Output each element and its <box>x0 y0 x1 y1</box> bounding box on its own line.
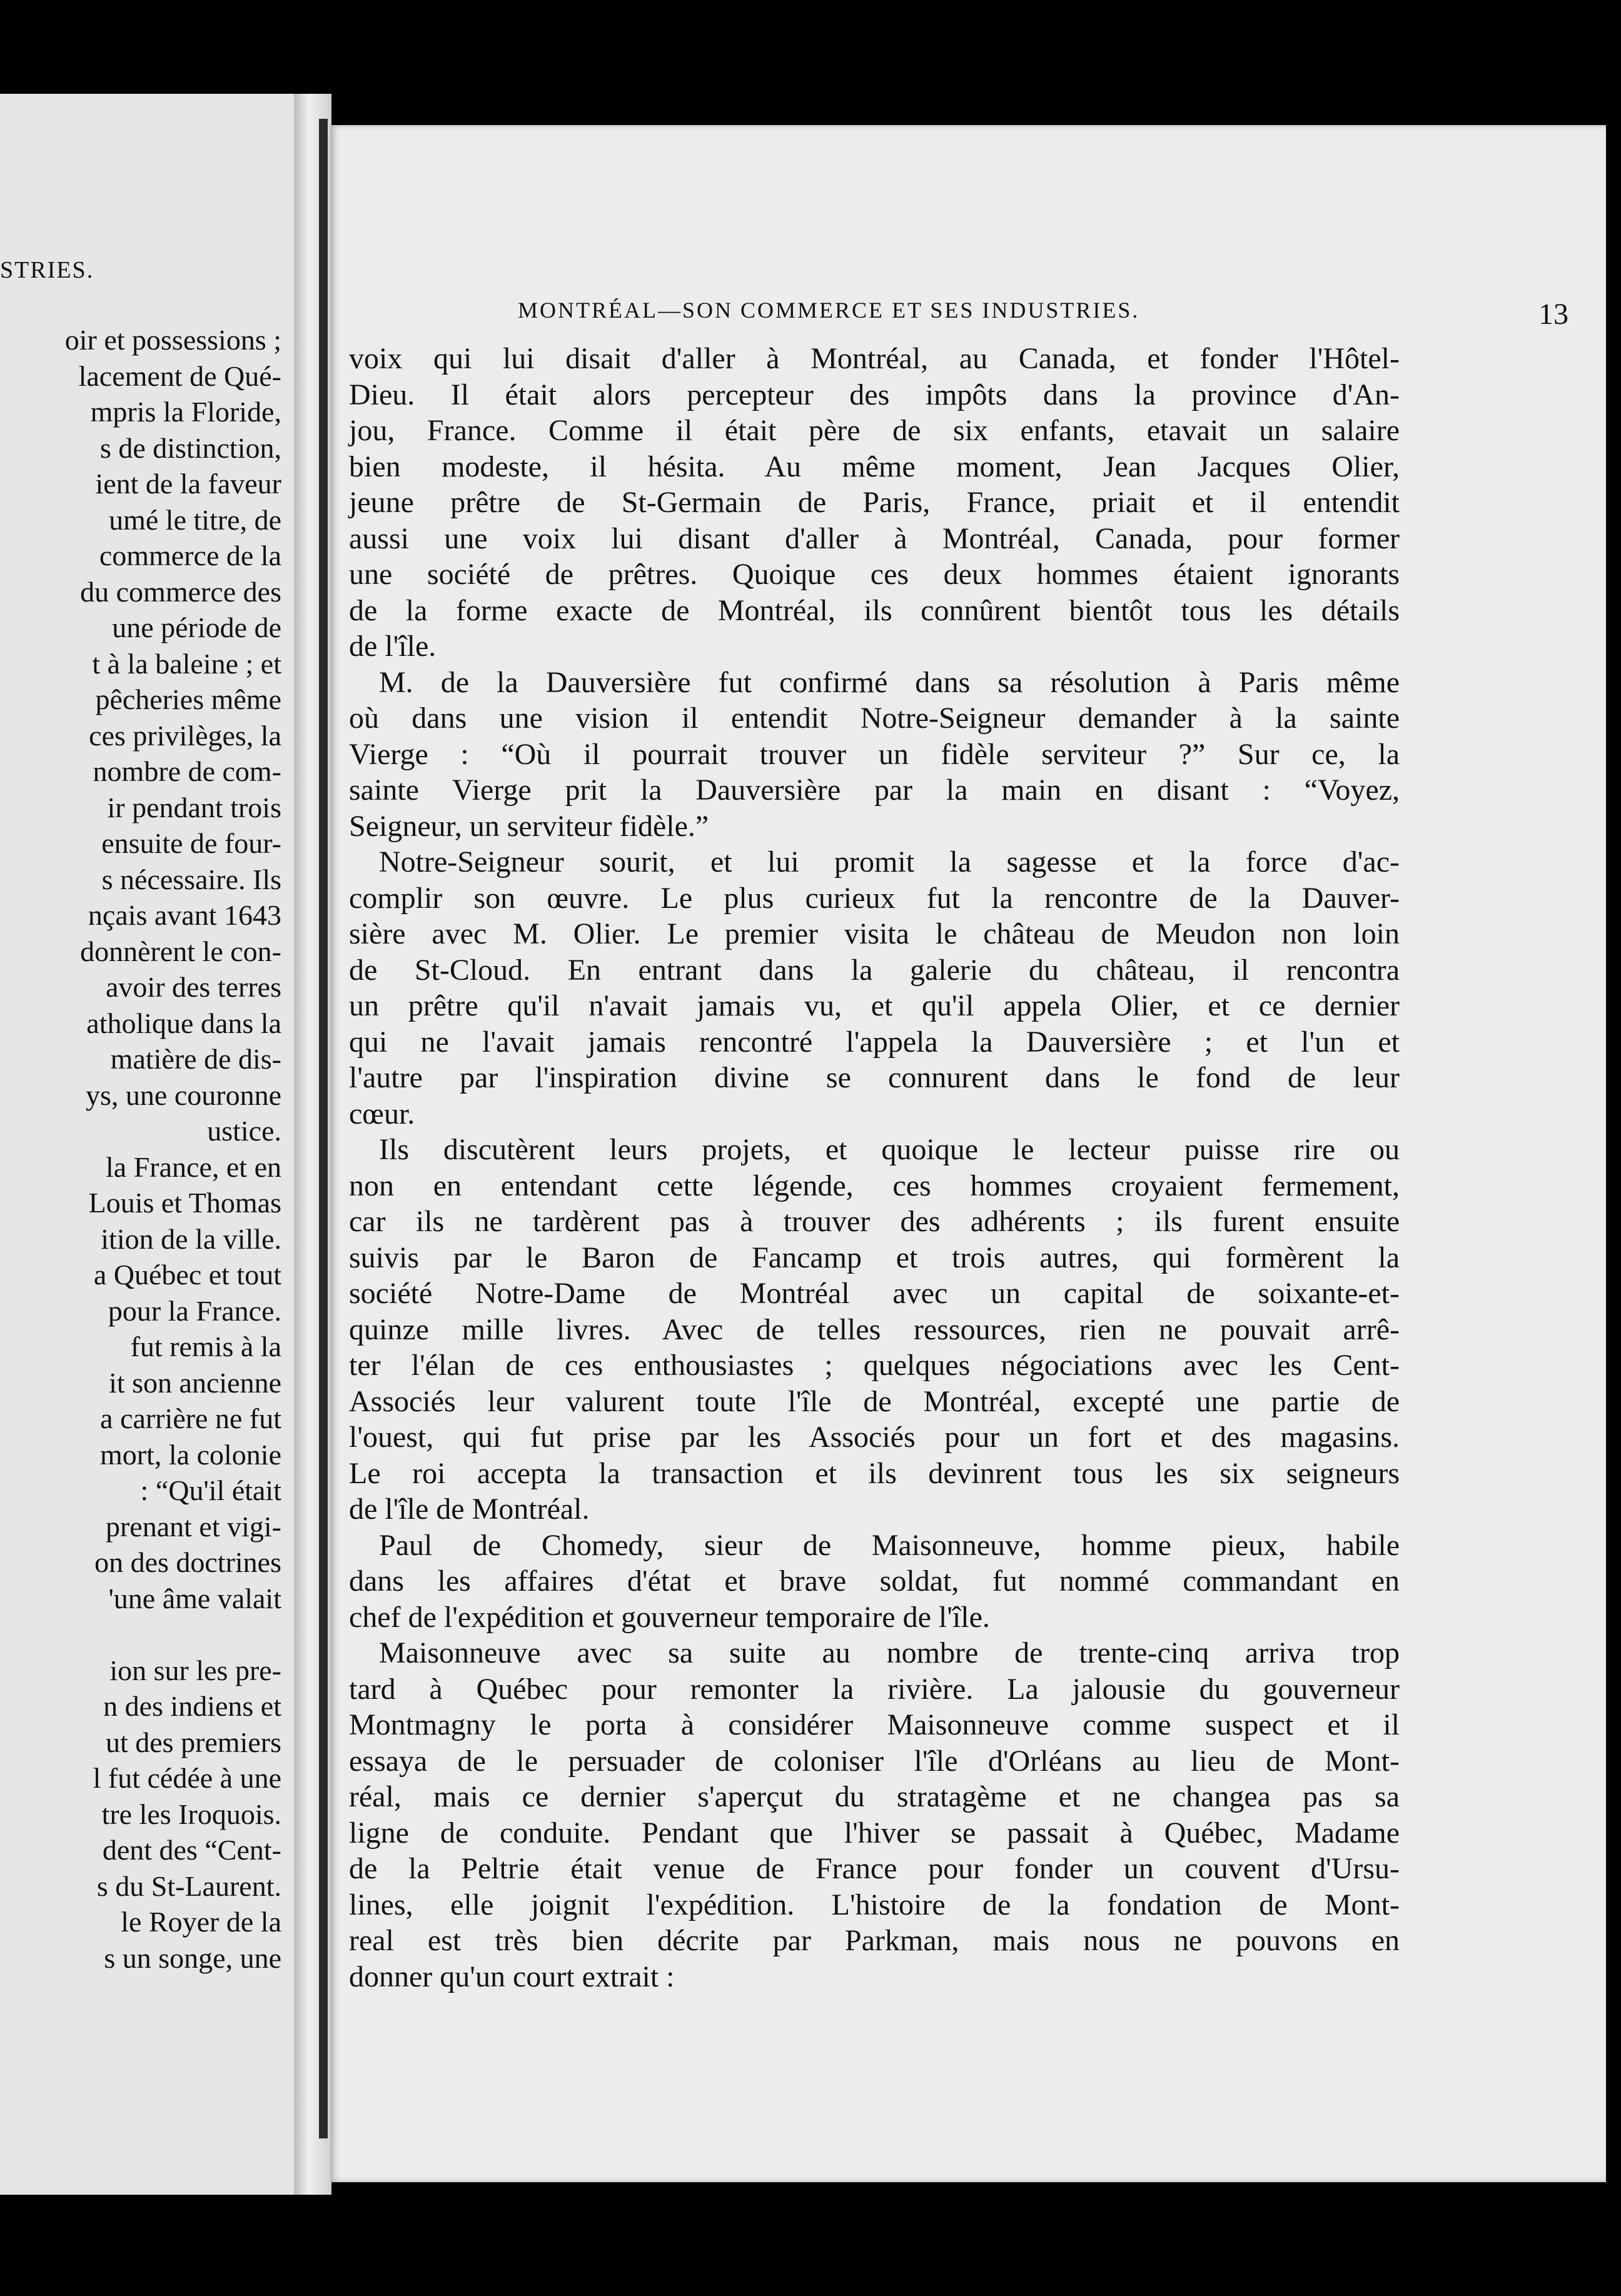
previous-page-line: ustice. <box>207 1115 281 1147</box>
text-line: Vierge : “Où il pourrait trouver un fidèle serviteur ?” Sur ce, la <box>349 737 1400 771</box>
previous-page-line: : “Qu'il était <box>140 1474 281 1506</box>
text-line: Notre-Seigneur sourit, et lui promit la sagesse et la force d'ac- <box>379 845 1400 879</box>
text-line: real est très bien décrite par Parkman, mais nous ne pouvons en <box>349 1924 1400 1957</box>
text-line: Seigneur, un serviteur fidèle.” <box>349 809 709 843</box>
running-head: MONTRÉAL—SON COMMERCE ET SES INDUSTRIES. <box>518 298 1140 323</box>
previous-page-line: matière de dis- <box>110 1043 281 1075</box>
previous-page-line: nombre de com- <box>93 755 281 787</box>
previous-page-line: mort, la colonie <box>100 1438 281 1471</box>
text-line: Paul de Chomedy, sieur de Maisonneuve, homme pieux, habile <box>379 1528 1400 1562</box>
text-line: voix qui lui disait d'aller à Montréal, au Canada, et fonder l'Hôtel- <box>349 342 1400 375</box>
previous-page-line <box>65 1616 281 1653</box>
text-line: une société de prêtres. Quoique ces deux hommes étaient ignorants <box>349 558 1400 591</box>
text-line: jou, France. Comme il était père de six enfants, etavait un salaire <box>349 414 1400 447</box>
binding-shadow <box>319 119 328 2138</box>
previous-page-line: s de distinction, <box>99 431 281 464</box>
previous-page-line: pour la France. <box>108 1294 281 1327</box>
text-line: Dieu. Il était alors percepteur des impôts dans la province d'An- <box>349 378 1400 411</box>
text-line: essaya de le persuader de coloniser l'île d'Orléans au lieu de Mont- <box>349 1744 1400 1778</box>
previous-page-line: fut remis à la <box>130 1331 281 1362</box>
text-line: suivis par le Baron de Fancamp et trois autres, qui formèrent la <box>349 1241 1400 1274</box>
previous-page-line: commerce de la <box>99 540 281 571</box>
previous-page-line: prenant et vigi- <box>105 1510 281 1543</box>
previous-page-line: du commerce des <box>80 575 281 608</box>
previous-page-line: ion sur les pre- <box>109 1654 281 1686</box>
text-line: l'autre par l'inspiration divine se connurent dans le fond de leur <box>349 1061 1400 1094</box>
text-line: cœur. <box>349 1097 415 1130</box>
previous-page-line: mpris la Floride, <box>90 396 281 428</box>
text-line: de l'île. <box>349 630 437 663</box>
text-line: sainte Vierge prit la Dauversière par la main en disant : “Voyez, <box>349 773 1400 807</box>
previous-page-line: lacement de Qué- <box>78 360 281 392</box>
text-line: ter l'élan de ces enthousiastes ; quelques négociations avec les Cent- <box>349 1349 1400 1382</box>
text-line: où dans une vision il entendit Notre-Seigneur demander à la sainte <box>349 702 1400 735</box>
previous-page-running-head: STRIES. <box>0 257 94 283</box>
previous-page-line: ition de la ville. <box>101 1222 281 1255</box>
text-line: réal, mais ce dernier s'aperçut du stratagème et ne changea pas sa <box>349 1780 1400 1813</box>
text-line: un prêtre qu'il n'avait jamais vu, et qu'il appela Olier, et ce dernier <box>349 989 1400 1022</box>
page-number: 13 <box>1538 298 1568 331</box>
text-line: bien modeste, il hésita. Au même moment, Jean Jacques Olier, <box>349 450 1400 483</box>
previous-page-line: n des indiens et <box>103 1690 281 1722</box>
text-line: l'ouest, qui fut prise par les Associés pour un fort et des magasins. <box>349 1421 1400 1454</box>
text-line: quinze mille livres. Avec de telles ressources, rien ne pouvait arrê- <box>349 1312 1400 1346</box>
text-line: M. de la Dauversière fut confirmé dans sa résolution à Paris même <box>379 665 1400 699</box>
previous-page-line: s nécessaire. Ils <box>101 863 281 895</box>
previous-page-line: 'une âme valait <box>108 1582 281 1614</box>
text-line: ligne de conduite. Pendant que l'hiver se passait à Québec, Madame <box>349 1816 1400 1850</box>
previous-page-line: l fut cédée à une <box>93 1762 281 1794</box>
text-line: sière avec M. Olier. Le premier visita le château de Meudon non loin <box>349 917 1400 950</box>
text-line: de la forme exacte de Montréal, ils connûrent bientôt tous les détails <box>349 593 1400 627</box>
previous-page-line: Louis et Thomas <box>88 1187 281 1219</box>
previous-page-line: donnèrent le con- <box>80 935 281 967</box>
previous-page-line: a Québec et tout <box>93 1259 281 1291</box>
text-line: donner qu'un court extrait : <box>349 1960 675 1993</box>
previous-page-line: s un songe, une <box>104 1941 281 1974</box>
previous-page <box>0 94 313 2195</box>
text-line: de St-Cloud. En entrant dans la galerie du château, il rencontra <box>349 953 1400 987</box>
text-line: tard à Québec pour remonter la rivière. La jalousie du gouverneur <box>349 1672 1400 1706</box>
previous-page-line: atholique dans la <box>86 1007 281 1039</box>
page-13 <box>330 125 1606 2182</box>
previous-page-line: tre les Iroquois. <box>101 1798 281 1830</box>
text-line: qui ne l'avait jamais rencontré l'appela la Dauversière ; et l'un et <box>349 1025 1400 1059</box>
page-body-text <box>349 341 1400 1995</box>
previous-page-line: ient de la faveur <box>95 468 281 500</box>
previous-page-line: nçais avant 1643 <box>88 899 281 931</box>
previous-page-line: avoir des terres <box>106 971 281 1003</box>
previous-page-line: ys, une couronne <box>86 1079 281 1111</box>
previous-page-line: umé le titre, de <box>109 503 281 536</box>
previous-page-line: oir et possessions ; <box>64 324 281 356</box>
text-line: Ils discutèrent leurs projets, et quoique le lecteur puisse rire ou <box>379 1133 1400 1166</box>
text-line: dans les affaires d'état et brave soldat, fut nommé commandant en <box>349 1564 1400 1598</box>
previous-page-line: dent des “Cent- <box>102 1834 281 1866</box>
previous-page-line: pêcheries même <box>95 683 281 715</box>
text-line: Montmagny le porta à considérer Maisonneuve comme suspect et il <box>349 1708 1400 1741</box>
previous-page-line: ces privilèges, la <box>89 719 281 752</box>
text-line: Associés leur valurent toute l'île de Montréal, excepté une partie de <box>349 1384 1400 1418</box>
previous-page-line: ut des premiers <box>105 1726 281 1758</box>
text-line: société Notre-Dame de Montréal avec un capital de soixante-et- <box>349 1277 1400 1310</box>
text-line: chef de l'expédition et gouverneur temporaire de l'île. <box>349 1600 990 1634</box>
previous-page-line: t à la baleine ; et <box>92 647 281 680</box>
previous-page-line: une période de <box>112 612 281 643</box>
text-line: complir son œuvre. Le plus curieux fut la rencontre de la Dauver- <box>349 881 1400 915</box>
text-line: lines, elle joignit l'expédition. L'histoire de la fondation de Mont- <box>349 1888 1400 1921</box>
text-line: car ils ne tardèrent pas à trouver des adhérents ; ils furent ensuite <box>349 1205 1400 1238</box>
previous-page-line: a carrière ne fut <box>100 1402 281 1434</box>
text-line: Le roi accepta la transaction et ils devinrent tous les six seigneurs <box>349 1456 1400 1490</box>
text-line: aussi une voix lui disant d'aller à Montréal, Canada, pour former <box>349 521 1400 555</box>
previous-page-line: s du St-Laurent. <box>96 1870 281 1902</box>
text-line: de la Peltrie était venue de France pour fonder un couvent d'Ursu- <box>349 1852 1400 1885</box>
previous-page-line: on des doctrines <box>94 1546 281 1578</box>
previous-page-line: ensuite de four- <box>101 827 281 859</box>
previous-page-line: ir pendant trois <box>107 791 281 823</box>
text-line: de l'île de Montréal. <box>349 1493 590 1526</box>
previous-page-line: it son ancienne <box>109 1366 281 1399</box>
text-line: jeune prêtre de St-Germain de Paris, France, priait et il entendit <box>349 486 1400 519</box>
text-line: non en entendant cette légende, ces hommes croyaient fermement, <box>349 1169 1400 1202</box>
previous-page-text <box>65 322 281 1976</box>
previous-page-line: le Royer de la <box>121 1906 281 1938</box>
text-line: Maisonneuve avec sa suite au nombre de trente-cinq arriva trop <box>379 1636 1400 1669</box>
previous-page-line: la France, et en <box>106 1151 281 1183</box>
